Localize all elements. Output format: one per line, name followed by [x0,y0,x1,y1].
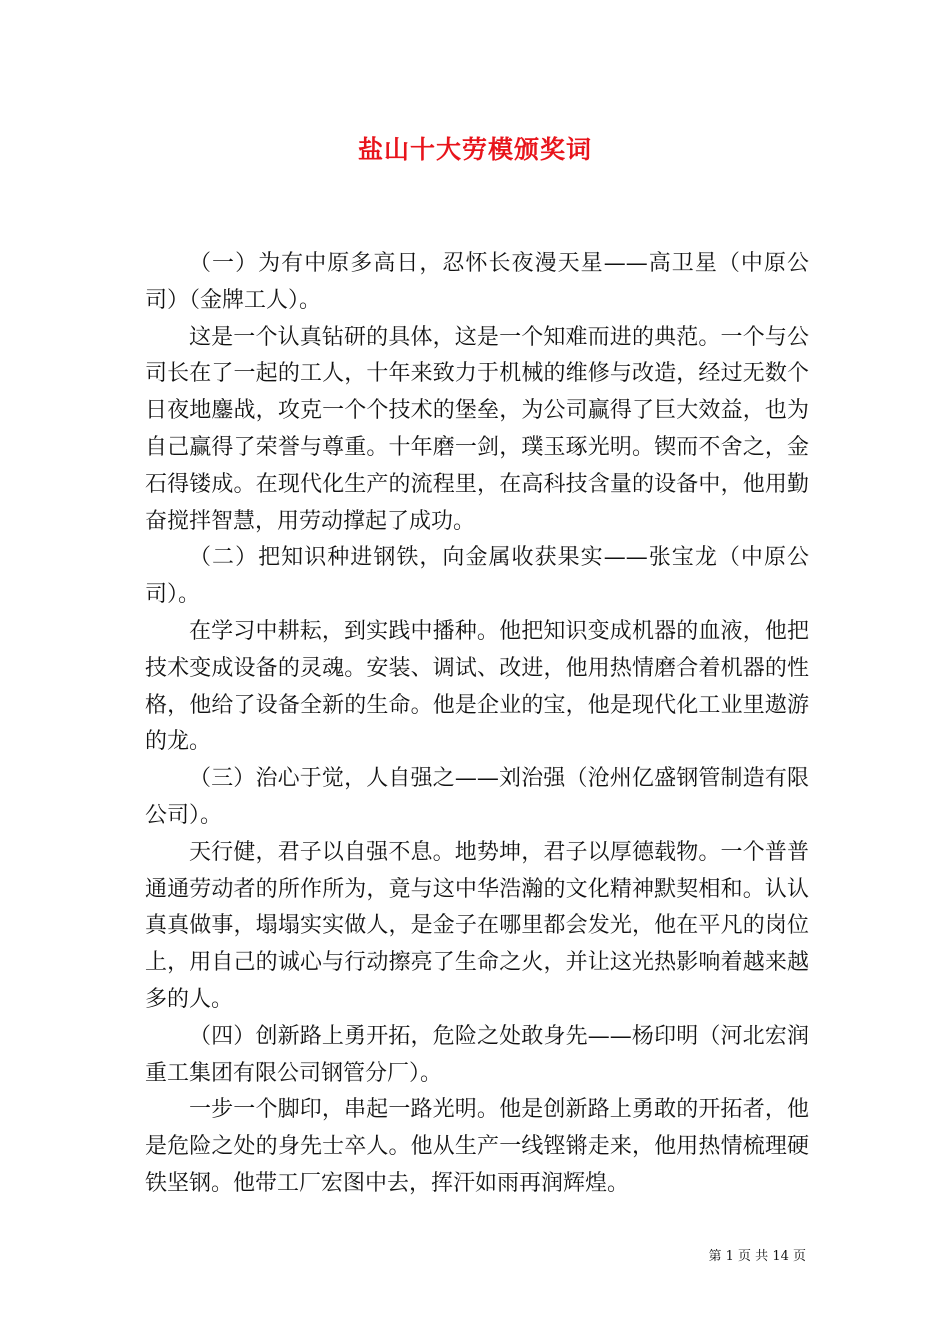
paragraph-heading-1: （一）为有中原多高日，忍怀长夜漫天星——高卫星（中原公司）（金牌工人）。 [145,251,809,313]
paragraph-body-2: 在学习中耕耘，到实践中播种。他把知识变成机器的血液，他把技术变成设备的灵魂。安装、调试、改进，他用热情磨合着机器的性格，他给了设备全新的生命。他是企业的宝，他是现代化工业里遨游的龙。 [145,618,809,755]
page-number-footer: 第 1 页 共 14 页 [708,1249,806,1264]
document-body [145,246,809,1203]
paragraph-heading-3: （三）治心于觉，人自强之——刘治强（沧州亿盛钢管制造有限公司）。 [145,766,809,828]
paragraph-body-4: 一步一个脚印，串起一路光明。他是创新路上勇敢的开拓者，他是危险之处的身先士卒人。他从生产一线铿锵走来，他用热情梳理硬铁坚钢。他带工厂宏图中去，挥汗如雨再润辉煌。 [145,1097,809,1196]
paragraph-heading-4: （四）创新路上勇开拓，危险之处敢身先——杨印明（河北宏润重工集团有限公司钢管分厂）。 [145,1023,809,1086]
paragraph-heading-2: （二）把知识种进钢铁，向金属收获果实——张宝龙（中原公司）。 [145,545,809,608]
paragraph-body-3: 天行健，君子以自强不息。地势坤，君子以厚德载物。一个普普通通劳动者的所作所为，竟与这中华浩瀚的文化精神默契相和。认认真真做事，塌塌实实做人，是金子在哪里都会发光，他在平凡的岗位上，用自己的诚心与行动擦亮了生命之火，并让这光热影响着越来越多的人。 [145,839,809,1012]
paragraph-body-1: 这是一个认真钻研的具体，这是一个知难而进的典范。一个与公司长在了一起的工人，十年来致力于机械的维修与改造，经过无数个日夜地鏖战，攻克一个个技术的堡垒，为公司赢得了巨大效益，也为自己赢得了荣誉与尊重。十年磨一剑，璞玉琢光明。锲而不舍之，金石得镂成。在现代化生产的流程里，在高科技含量的设备中，他用勤奋搅拌智慧，用劳动撑起了成功。 [145,324,809,534]
document-title: 盐山十大劳模颁奖词 [357,135,592,164]
